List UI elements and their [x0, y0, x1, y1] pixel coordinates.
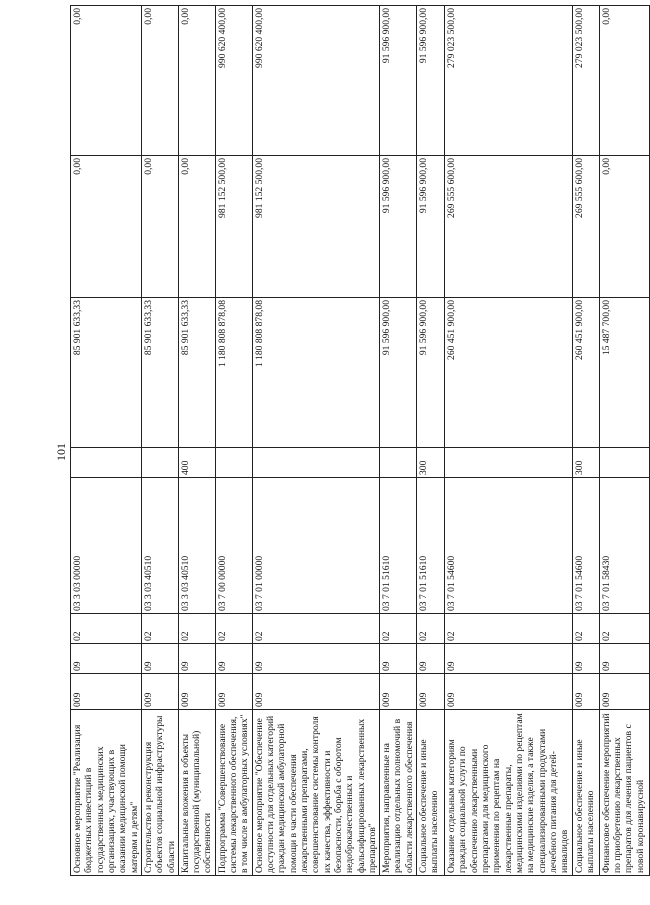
subsection-code: 02: [252, 614, 379, 644]
target-code: 03 7 01 00000: [252, 478, 379, 614]
amount-year-2: 0,00: [178, 156, 215, 298]
dept-code: 009: [380, 674, 417, 710]
row-name: Капитальные вложения в объекты государственной (муниципальной) собственности: [178, 710, 215, 876]
amount-year-1: 1 180 808 878,08: [215, 298, 252, 448]
row-name: Оказание отдельным категориям граждан социальной услуги по обеспечению лекарственными препаратами для медицинского применения по рецептам на лекарственные препараты, медицинскими изделиями по рецептам на медицинские изделия, а также специализированными продуктами лечебного питания для детей-инвалидов: [445, 710, 572, 876]
section-code: 09: [599, 644, 649, 674]
target-code: 03 7 01 54600: [445, 478, 572, 614]
expense-type-code: [380, 448, 417, 478]
dept-code: 009: [71, 674, 142, 710]
table-row: [599, 6, 649, 876]
amount-year-3: 279 023 500,00: [572, 6, 599, 156]
target-code: 03 7 00 00000: [215, 478, 252, 614]
expense-type-code: 400: [178, 448, 215, 478]
amount-year-3: 91 596 900,00: [380, 6, 417, 156]
amount-year-1: 15 487 700,00: [599, 298, 649, 448]
amount-year-3: 0,00: [599, 6, 649, 156]
subsection-code: 02: [417, 614, 445, 644]
row-name: Основное мероприятие "Реализация бюджетных инвестиций в государственных медицинских организациях, участвующих в оказании медицинской помощи матерям и детям": [71, 710, 142, 876]
target-code: 03 7 01 51610: [380, 478, 417, 614]
dept-code: 009: [572, 674, 599, 710]
target-code: 03 3 03 00000: [71, 478, 142, 614]
amount-year-1: 91 596 900,00: [417, 298, 445, 448]
section-code: 09: [215, 644, 252, 674]
row-name: Финансовое обеспечение мероприятий по приобретению лекарственных препаратов для лечения пациентов с новой коронавирусной: [599, 710, 649, 876]
amount-year-1: 85 901 633,33: [178, 298, 215, 448]
amount-year-1: 260 451 900,00: [445, 298, 572, 448]
table-row: [445, 6, 572, 876]
amount-year-1: 85 901 633,33: [71, 298, 142, 448]
table-row: [215, 6, 252, 876]
table-row: [252, 6, 379, 876]
amount-year-2: 981 152 500,00: [252, 156, 379, 298]
dept-code: 009: [417, 674, 445, 710]
amount-year-1: 85 901 633,33: [141, 298, 178, 448]
dept-code: 009: [252, 674, 379, 710]
row-name: Мероприятия, направленные на реализацию отдельных полномочий в области лекарственного обеспечения: [380, 710, 417, 876]
row-name: Социальное обеспечение и иные выплаты населению: [572, 710, 599, 876]
dept-code: 009: [215, 674, 252, 710]
subsection-code: 02: [141, 614, 178, 644]
dept-code: 009: [599, 674, 649, 710]
expense-type-code: [252, 448, 379, 478]
table-row: [141, 6, 178, 876]
target-code: 03 7 01 58430: [599, 478, 649, 614]
subsection-code: 02: [215, 614, 252, 644]
expense-type-code: [599, 448, 649, 478]
amount-year-3: 91 596 900,00: [417, 6, 445, 156]
expense-type-code: [215, 448, 252, 478]
expense-type-code: [141, 448, 178, 478]
table-row: [71, 6, 142, 876]
amount-year-2: 91 596 900,00: [380, 156, 417, 298]
amount-year-2: 981 152 500,00: [215, 156, 252, 298]
dept-code: 009: [141, 674, 178, 710]
row-name: Строительство и реконструкция объектов социальной инфраструктуры области: [141, 710, 178, 876]
amount-year-1: 1 180 808 878,08: [252, 298, 379, 448]
amount-year-2: 0,00: [141, 156, 178, 298]
amount-year-1: 91 596 900,00: [380, 298, 417, 448]
target-code: 03 7 01 51610: [417, 478, 445, 614]
row-name: Подпрограмма "Совершенствование системы лекарственного обеспечения, в том числе в амбулаторных условиях": [215, 710, 252, 876]
section-code: 09: [71, 644, 142, 674]
subsection-code: 02: [599, 614, 649, 644]
expense-type-code: [445, 448, 572, 478]
amount-year-2: 269 555 600,00: [572, 156, 599, 298]
amount-year-3: 0,00: [141, 6, 178, 156]
section-code: 09: [141, 644, 178, 674]
amount-year-2: 91 596 900,00: [417, 156, 445, 298]
subsection-code: 02: [178, 614, 215, 644]
section-code: 09: [252, 644, 379, 674]
subsection-code: 02: [380, 614, 417, 644]
subsection-code: 02: [572, 614, 599, 644]
amount-year-3: 990 620 400,00: [252, 6, 379, 156]
target-code: 03 7 01 54600: [572, 478, 599, 614]
amount-year-3: 279 023 500,00: [445, 6, 572, 156]
amount-year-3: 0,00: [178, 6, 215, 156]
subsection-code: 02: [445, 614, 572, 644]
row-name: Основное мероприятие "Обеспечение доступности для отдельных категорий граждан медицинской амбулаторной помощи в части обеспечения лекарственными препаратами, совершенствование системы контроля их качества, эффективности и безопасности, борьба с оборотом недоброкачественных и фальсифицированных лекарственных препаратов": [252, 710, 379, 876]
table-row: [178, 6, 215, 876]
dept-code: 009: [445, 674, 572, 710]
section-code: 09: [417, 644, 445, 674]
amount-year-3: 0,00: [71, 6, 142, 156]
amount-year-2: 0,00: [599, 156, 649, 298]
target-code: 03 3 03 40510: [141, 478, 178, 614]
target-code: 03 3 03 40510: [178, 478, 215, 614]
subsection-code: 02: [71, 614, 142, 644]
section-code: 09: [572, 644, 599, 674]
amount-year-2: 0,00: [71, 156, 142, 298]
section-code: 09: [445, 644, 572, 674]
row-name: Социальное обеспечение и иные выплаты населению: [417, 710, 445, 876]
section-code: 09: [178, 644, 215, 674]
amount-year-3: 990 620 400,00: [215, 6, 252, 156]
budget-allocation-table: [70, 5, 650, 876]
section-code: 09: [380, 644, 417, 674]
table-row: [380, 6, 417, 876]
table-row: [417, 6, 445, 876]
expense-type-code: 300: [417, 448, 445, 478]
expense-type-code: [71, 448, 142, 478]
table-row: [572, 6, 599, 876]
amount-year-2: 269 555 600,00: [445, 156, 572, 298]
amount-year-1: 260 451 900,00: [572, 298, 599, 448]
dept-code: 009: [178, 674, 215, 710]
table-body: [71, 6, 650, 876]
expense-type-code: 300: [572, 448, 599, 478]
rotated-page-content: [70, 6, 646, 876]
page-number: 101: [54, 443, 68, 461]
